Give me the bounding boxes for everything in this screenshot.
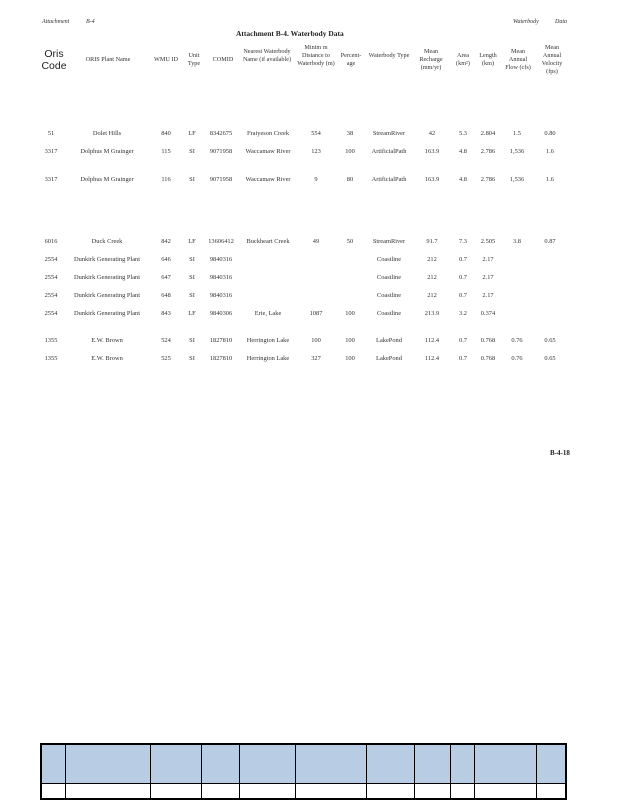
cell-name: Herrington Lake <box>246 337 290 344</box>
cell-type: LF <box>188 130 196 137</box>
cell-dist: 554 <box>311 130 321 137</box>
cell-oris: 2554 <box>44 256 58 263</box>
cell-plant: Dunkirk Generating Plant <box>73 310 141 317</box>
cell-comid: 9840316 <box>209 292 233 299</box>
cell-flow: 0.76 <box>511 337 523 344</box>
cell-comid: 9840316 <box>209 256 233 263</box>
cell-wmu: 524 <box>161 337 171 344</box>
cell-name: Herrington Lake <box>246 355 290 362</box>
cell-pct: 100 <box>345 310 355 317</box>
col-unit-type: Unit Type <box>187 52 201 67</box>
cell-pct: 100 <box>345 337 355 344</box>
cell-area: 4.8 <box>459 148 467 155</box>
cell-wmu: 116 <box>161 176 171 183</box>
cell-comid: 9071958 <box>209 176 233 183</box>
cell-name: Buckheart Creek <box>246 238 290 245</box>
cell-rech: 213.9 <box>424 310 440 317</box>
cell-wbtype: ArtificialPath <box>371 176 407 183</box>
cell-rech: 163.9 <box>424 176 440 183</box>
cell-len: 2.786 <box>480 176 496 183</box>
cell-len: 2.17 <box>482 292 494 299</box>
cell-dist: 49 <box>312 238 320 245</box>
cell-comid: 1827810 <box>209 355 233 362</box>
cell-name: Waccamaw River <box>245 148 291 155</box>
cell-type: LF <box>188 238 196 245</box>
cell-rech: 212 <box>427 274 437 281</box>
cell-plant: E.W. Brown <box>91 355 123 362</box>
cell-len: 2.786 <box>480 148 496 155</box>
cell-wmu: 646 <box>161 256 171 263</box>
col-percentage: Percent- age <box>340 52 362 67</box>
cell-plant: Dunkirk Generating Plant <box>73 292 141 299</box>
cell-area: 0.7 <box>459 292 467 299</box>
cell-name: Waccamaw River <box>245 176 291 183</box>
cell-rech: 212 <box>427 292 437 299</box>
cell-oris: 3317 <box>44 176 58 183</box>
cell-area: 0.7 <box>459 355 467 362</box>
cell-area: 5.3 <box>459 130 467 137</box>
cell-len: 2.17 <box>482 274 494 281</box>
cell-type: SI <box>189 148 195 155</box>
cell-vel: 0.80 <box>544 130 556 137</box>
table-divider <box>150 745 151 798</box>
cell-wbtype: StreamRiver <box>372 238 406 245</box>
cell-wbtype: LakePond <box>376 337 402 344</box>
cell-wmu: 525 <box>161 355 171 362</box>
cell-area: 0.7 <box>459 274 467 281</box>
cell-wmu: 840 <box>161 130 171 137</box>
col-comid: COMID <box>212 56 234 63</box>
table-divider <box>536 745 537 798</box>
cell-rech: 212 <box>427 256 437 263</box>
cell-len: 0.768 <box>480 355 496 362</box>
cell-name: Erie, Lake <box>254 310 282 317</box>
cell-wbtype: Coastline <box>376 274 402 281</box>
cell-vel: 1.6 <box>546 148 554 155</box>
table-rule <box>42 783 565 784</box>
cell-dist: 327 <box>311 355 321 362</box>
cell-dist: 123 <box>311 148 321 155</box>
cell-rech: 112.4 <box>424 355 440 362</box>
cell-area: 0.7 <box>459 337 467 344</box>
cell-comid: 13606412 <box>208 238 234 245</box>
cell-len: 2.505 <box>480 238 496 245</box>
cell-wbtype: StreamRiver <box>372 130 406 137</box>
header-right-label: Waterbody <box>513 19 539 25</box>
cell-rech: 112.4 <box>424 337 440 344</box>
cell-dist: 1087 <box>309 310 323 317</box>
cell-rech: 163.9 <box>424 148 440 155</box>
table-divider <box>450 745 451 798</box>
table-divider <box>201 745 202 798</box>
cell-wmu: 115 <box>161 148 171 155</box>
col-area: Area (km²) <box>456 52 470 67</box>
cell-type: SI <box>189 176 195 183</box>
page-number: B-4-18 <box>550 449 570 457</box>
cell-oris: 2554 <box>44 292 58 299</box>
cell-wbtype: LakePond <box>376 355 402 362</box>
cell-wmu: 843 <box>161 310 171 317</box>
cell-len: 2.17 <box>482 256 494 263</box>
cell-oris: 2554 <box>44 310 58 317</box>
cell-type: SI <box>189 256 195 263</box>
header-left-label: Attachment <box>42 19 70 25</box>
cell-dist: 9 <box>314 176 318 183</box>
cell-area: 0.7 <box>459 256 467 263</box>
col-nearest-waterbody: Nearest Waterbody Name (if available) <box>242 48 292 63</box>
cell-len: 0.768 <box>480 337 496 344</box>
col-wmu-id: WMU ID <box>154 56 178 63</box>
cell-oris: 2554 <box>44 274 58 281</box>
table-divider <box>474 745 475 798</box>
cell-pct: 50 <box>346 238 354 245</box>
table-divider <box>295 745 296 798</box>
cell-area: 7.3 <box>459 238 467 245</box>
col-plant-name: ORIS Plant Name <box>85 56 131 63</box>
header-right-label-2: Data <box>555 19 567 25</box>
cell-pct: 80 <box>346 176 354 183</box>
col-oris-code: Oris Code <box>41 48 67 72</box>
cell-plant: Dunkirk Generating Plant <box>73 274 141 281</box>
cell-wbtype: ArtificialPath <box>371 148 407 155</box>
cell-type: SI <box>189 274 195 281</box>
cell-name: Fraiyeson Creek <box>246 130 290 137</box>
cell-wmu: 647 <box>161 274 171 281</box>
header-left-code: B-4 <box>86 19 95 25</box>
cell-plant: Duck Creek <box>91 238 123 245</box>
cell-comid: 1827810 <box>209 337 233 344</box>
cell-type: SI <box>189 337 195 344</box>
cell-vel: 0.65 <box>544 355 556 362</box>
cell-comid: 9840316 <box>209 274 233 281</box>
next-page-table-header <box>42 745 565 783</box>
table-divider <box>65 745 66 798</box>
col-length: Length (km) <box>479 52 497 67</box>
table-divider <box>366 745 367 798</box>
cell-area: 3.2 <box>459 310 467 317</box>
cell-flow: 3.8 <box>513 238 521 245</box>
cell-len: 2.804 <box>480 130 496 137</box>
col-mean-annual-velocity: Mean Annual Velocity (fps) <box>541 44 563 75</box>
cell-oris: 51 <box>47 130 55 137</box>
table-divider <box>414 745 415 798</box>
cell-plant: E.W. Brown <box>91 337 123 344</box>
next-page-table <box>40 743 567 800</box>
col-mean-annual-flow: Mean Annual Flow (cfs) <box>505 48 531 71</box>
cell-oris: 3317 <box>44 148 58 155</box>
cell-comid: 8342675 <box>209 130 233 137</box>
col-min-distance: Minim m Distance to Waterbody (m) <box>297 44 335 67</box>
cell-wbtype: Coastline <box>376 256 402 263</box>
cell-flow: 1,536 <box>509 176 525 183</box>
cell-flow: 1.5 <box>513 130 521 137</box>
cell-rech: 42 <box>428 130 436 137</box>
cell-dist: 100 <box>311 337 321 344</box>
cell-rech: 91.7 <box>426 238 438 245</box>
cell-oris: 1355 <box>44 337 58 344</box>
cell-type: LF <box>188 310 196 317</box>
cell-flow: 0.76 <box>511 355 523 362</box>
cell-pct: 100 <box>345 355 355 362</box>
table-divider <box>239 745 240 798</box>
cell-oris: 6016 <box>44 238 58 245</box>
cell-vel: 0.65 <box>544 337 556 344</box>
col-waterbody-type: Waterbody Type <box>368 52 410 59</box>
cell-plant: Dolphus M Grainger <box>80 176 134 183</box>
page-title: Attachment B-4. Waterbody Data <box>236 29 344 38</box>
cell-comid: 9071958 <box>209 148 233 155</box>
cell-pct: 100 <box>345 148 355 155</box>
cell-wmu: 648 <box>161 292 171 299</box>
cell-plant: Dolphus M Grainger <box>80 148 134 155</box>
cell-flow: 1,536 <box>509 148 525 155</box>
cell-plant: Dolet Hills <box>92 130 122 137</box>
cell-wbtype: Coastline <box>376 310 402 317</box>
cell-oris: 1355 <box>44 355 58 362</box>
cell-type: SI <box>189 292 195 299</box>
cell-wbtype: Coastline <box>376 292 402 299</box>
cell-area: 4.8 <box>459 176 467 183</box>
col-mean-recharge: Mean Recharge (mm/yr) <box>419 48 443 71</box>
cell-comid: 9840306 <box>209 310 233 317</box>
cell-pct: 38 <box>346 130 354 137</box>
cell-len: 0.374 <box>480 310 496 317</box>
cell-vel: 0.87 <box>544 238 556 245</box>
cell-type: SI <box>189 355 195 362</box>
cell-plant: Dunkirk Generating Plant <box>73 256 141 263</box>
cell-vel: 1.6 <box>546 176 554 183</box>
cell-wmu: 842 <box>161 238 171 245</box>
